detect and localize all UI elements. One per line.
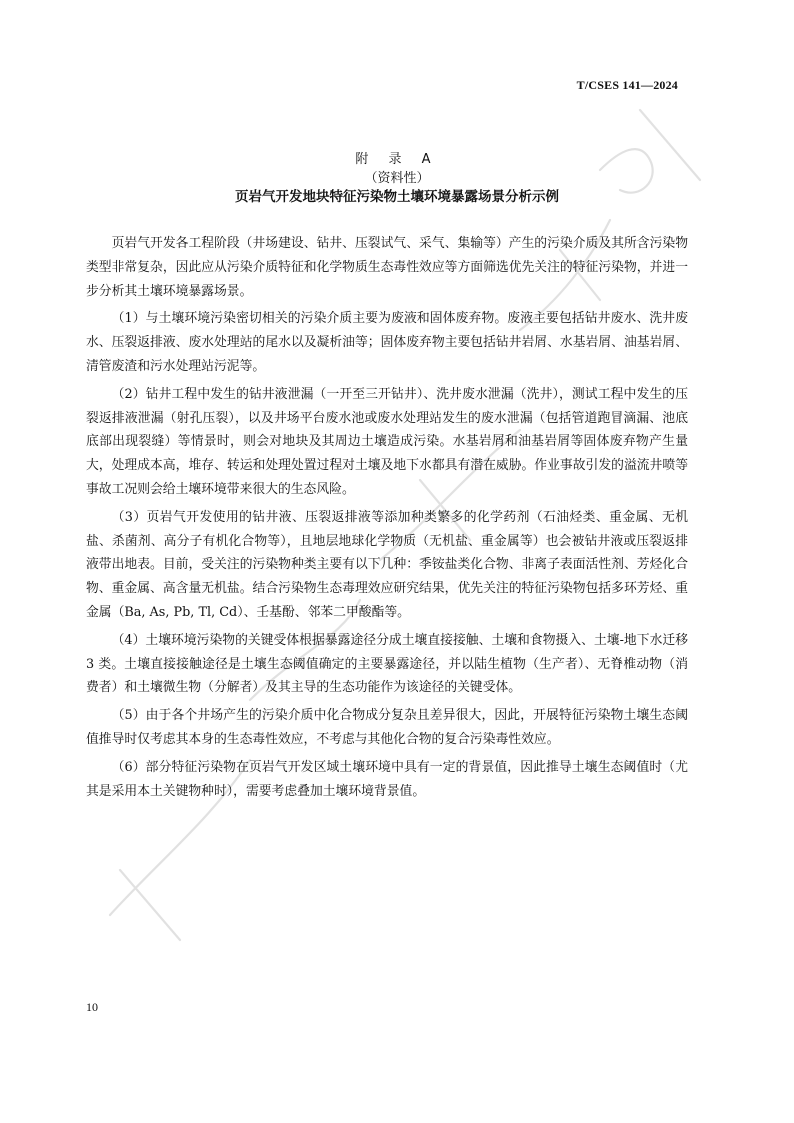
- paragraph-6: （6）部分特征污染物在页岩气开发区域土壤环境中具有一定的背景值，因此推导土壤生态阈值时（尤其是采用本土关键物种时），需要考虑叠加土壤环境背景值。: [86, 759, 688, 799]
- page-number: 10: [86, 1000, 98, 1014]
- paragraph-1: （1）与土壤环境污染密切相关的污染介质主要为废液和固体废弃物。废液主要包括钻井废水、洗井废水、压裂返排液、废水处理站的尾水以及凝析油等；固体废弃物主要包括钻井岩屑、水基岩屑、油基岩屑、清管废渣和污水处理站污泥等。: [86, 311, 688, 374]
- paragraph-5: （5）由于各个井场产生的污染介质中化合物成分复杂且差异很大，因此，开展特征污染物土壤生态阈值推导时仅考虑其本身的生态毒性效应，不考虑与其他化合物的复合污染毒性效应。: [86, 708, 688, 747]
- annex-title-block: [0, 150, 794, 207]
- body-text: [86, 232, 688, 807]
- annex-label: 附 录 A: [355, 152, 439, 167]
- annex-title: 页岩气开发地块特征污染物土壤环境暴露场景分析示例: [235, 189, 559, 205]
- annex-nature: （资料性）: [364, 171, 430, 186]
- standard-code: T/CSES 141—2024: [576, 78, 678, 92]
- paragraph-4: （4）土壤环境污染物的关键受体根据暴露途径分成土壤直接接触、土壤和食物摄入、土壤-地下水迁移 3 类。土壤直接接触途径是土壤生态阈值确定的主要暴露途径，并以陆生植物（生产者）、无脊椎动物（消费者）和土壤微生物（分解者）及其主导的生态功能作为该途径的关键受体。: [86, 632, 688, 696]
- paragraph-3: （3）页岩气开发使用的钻井液、压裂返排液等添加种类繁多的化学药剂（石油烃类、重金属、无机盐、杀菌剂、高分子有机化合物等），且地层地球化学物质（无机盐、重金属等）也会被钻井液或压裂返排液带出地表。目前，受关注的污染物种类主要有以下几种：季铵盐类化合物、非离子表面活性剂、芳烃化合物、重金属、高含量无机盐。结合污染物生态毒理效应研究结果，优先关注的特征污染物包括多环芳烃、重金属（Ba, As, Pb, Tl, Cd）、壬基酚、邻苯二甲酸酯等。: [86, 509, 688, 620]
- paragraph-intro: 页岩气开发各工程阶段（井场建设、钻井、压裂试气、采气、集输等）产生的污染介质及其所含污染物类型非常复杂，因此应从污染介质特征和化学物质生态毒性效应等方面筛选优先关注的特征污染物，并进一步分析其土壤环境暴露场景。: [86, 236, 688, 299]
- paragraph-2: （2）钻井工程中发生的钻井液泄漏（一开至三开钻井）、洗井废水泄漏（洗井），测试工程中发生的压裂返排液泄漏（射孔压裂），以及井场平台废水池或废水处理站发生的废水泄漏（包括管道跑冒滴漏、池底底部出现裂缝）等情景时，则会对地块及其周边土壤造成污染。水基岩屑和油基岩屑等固体废弃物产生量大，处理成本高，堆存、转运和处理处置过程对土壤及地下水都具有潜在威胁。作业事故引发的溢流井喷等事故工况则会给土壤环境带来很大的生态风险。: [86, 386, 688, 497]
